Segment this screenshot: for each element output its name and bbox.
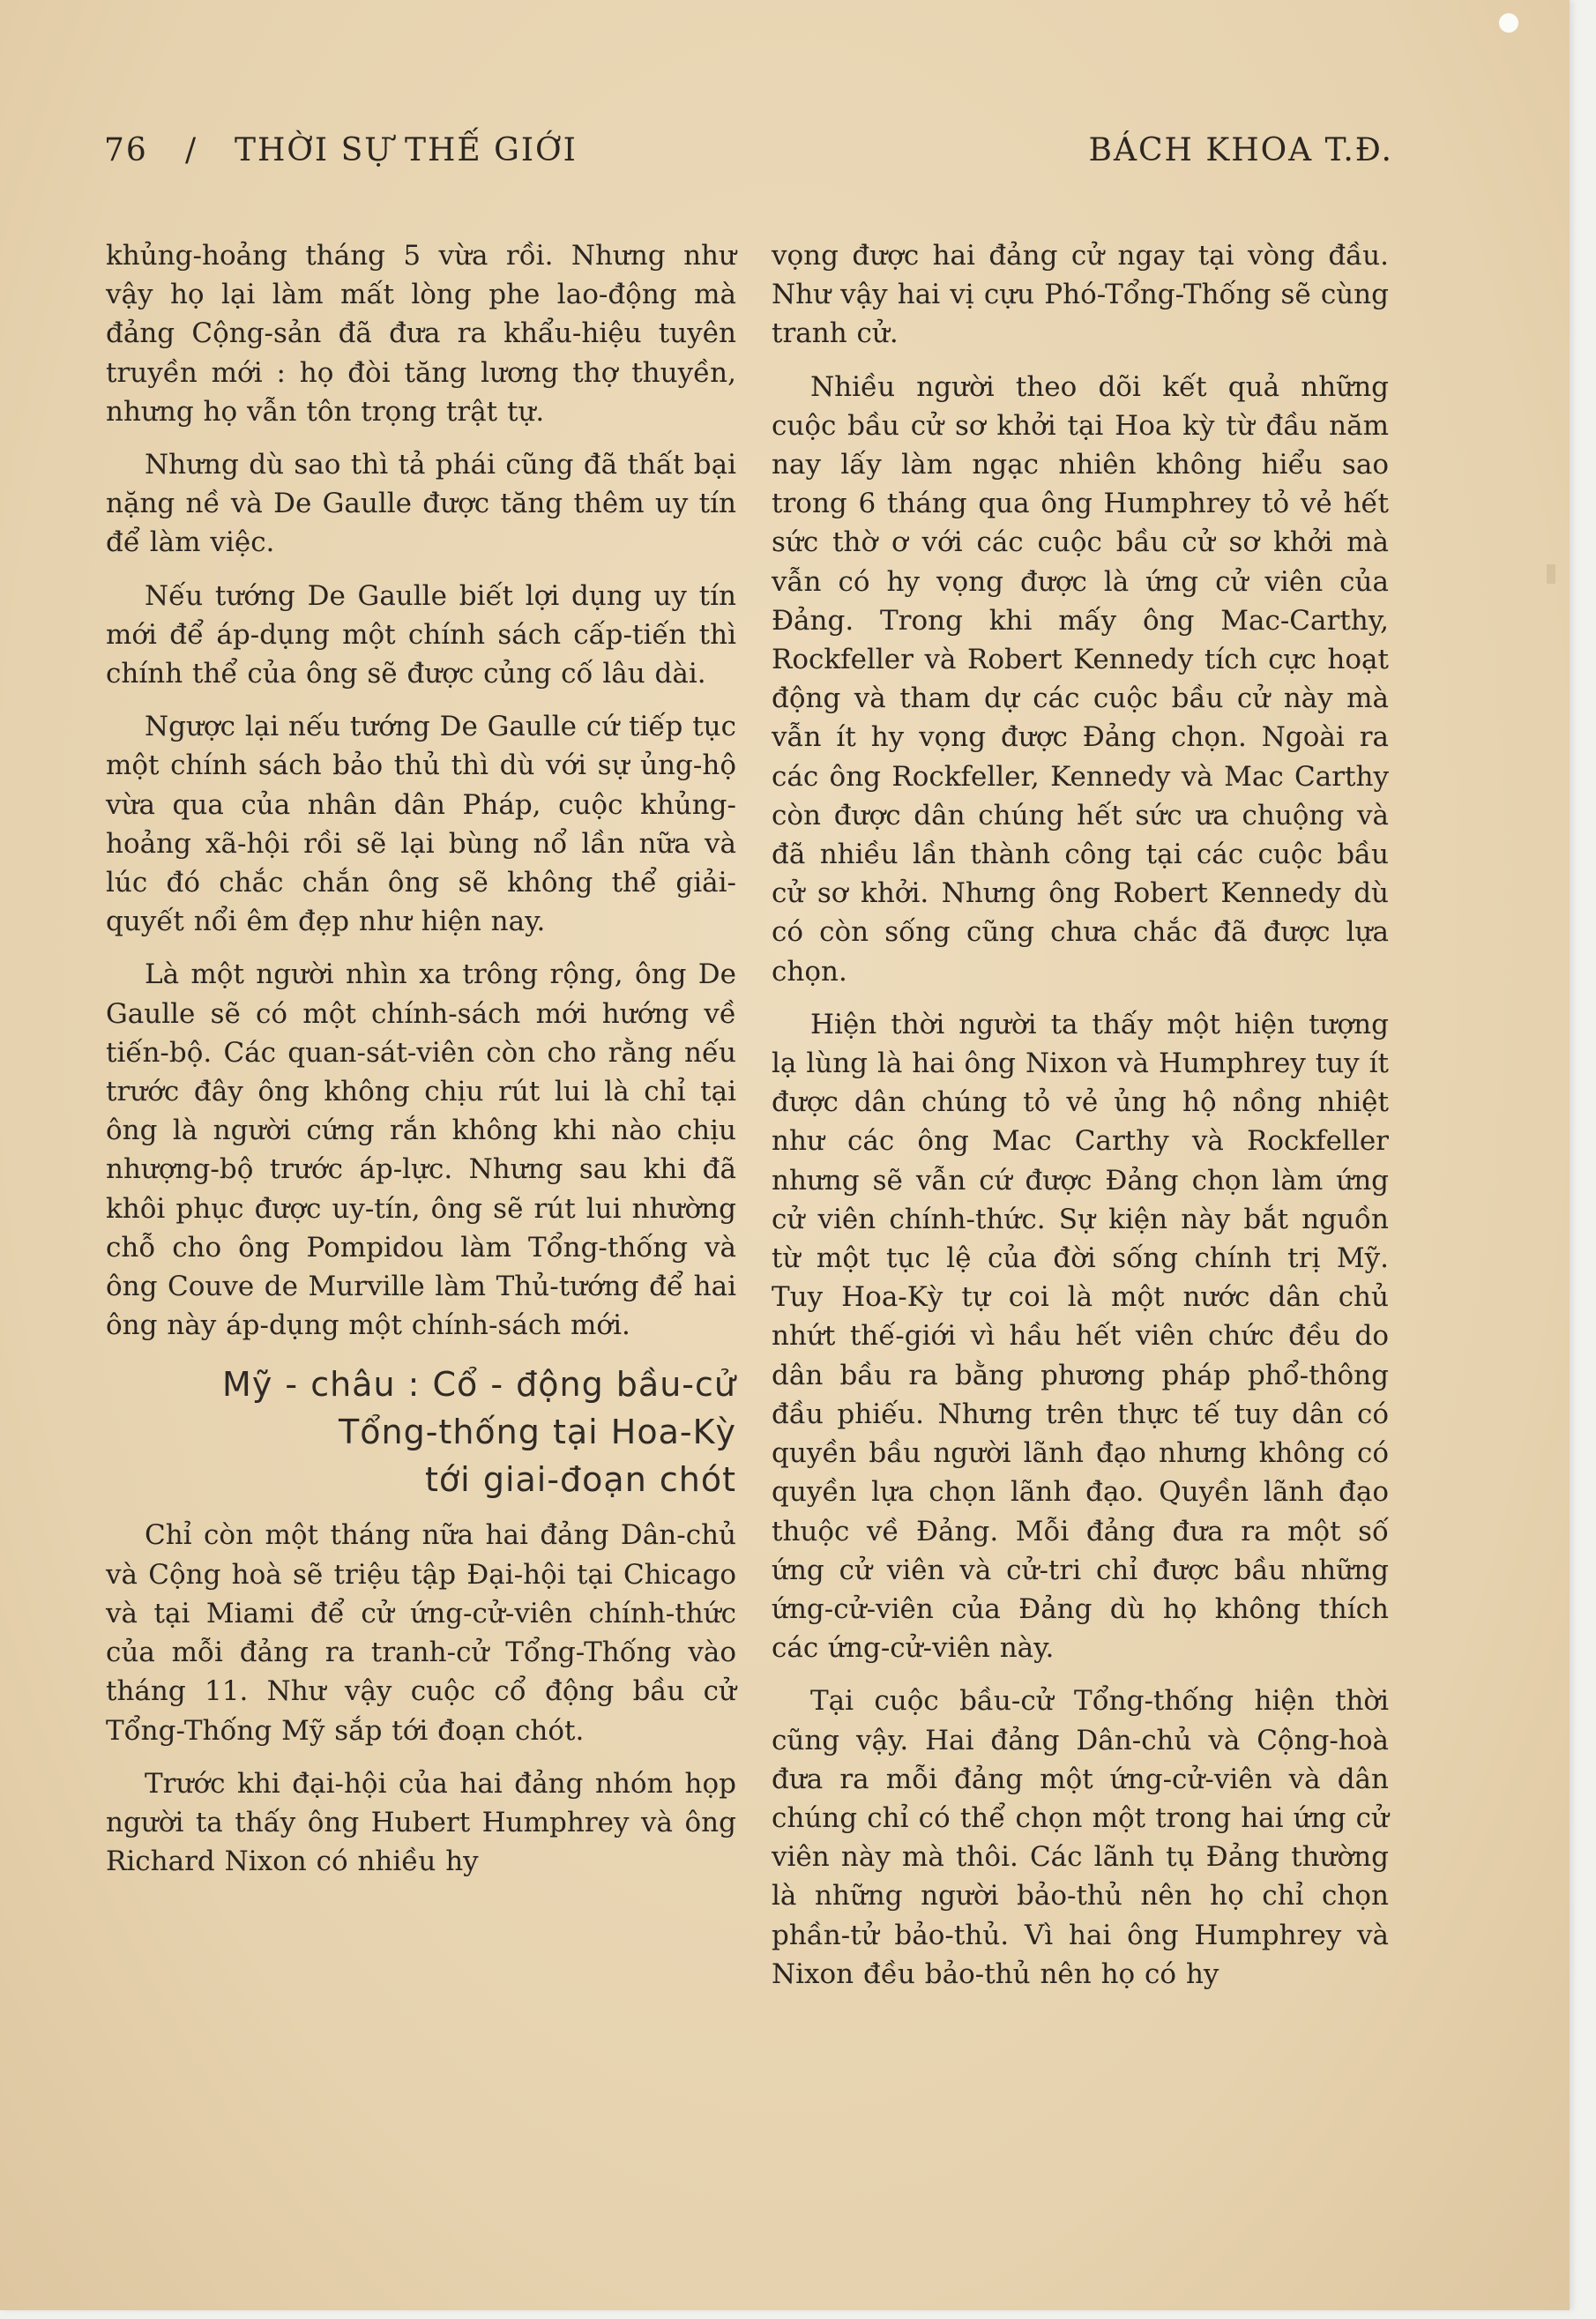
page-number: 76 [104, 132, 148, 168]
paragraph: Nhiều người theo dõi kết quả những cuộc bầu cử sơ khởi tại Hoa kỳ từ đầu năm nay lấy làm ngạc nhiên không hiểu sao trong 6 tháng qua ông Humphrey tỏ vẻ hết sức thờ ơ với các cuộc bầu cử sơ khởi mà vẫn có hy vọng được là ứng cử viên của Đảng. Trong khi mấy ông Mac-Carthy, Rockfeller và Robert Kennedy tích cực hoạt động và tham dự các cuộc bầu cử này mà vẫn ít hy vọng được Đảng chọn. Ngoài ra các ông Rockfeller, Kennedy và Mac Carthy còn được dân chúng hết sức ưa chuộng và đã nhiều lần thành công tại các cuộc bầu cử sơ khởi. Nhưng ông Robert Kennedy dù có còn sống cũng chưa chắc đã được lựa chọn. [772, 370, 1389, 988]
paragraph: Tại cuộc bầu-cử Tổng-thống hiện thời cũng vậy. Hai đảng Dân-chủ và Cộng-hoà đưa ra mỗi đảng một ứng-cử-viên và dân chúng chỉ có thể chọn một trong hai ứng cử viên này mà thôi. Các lãnh tụ Đảng thường là những người bảo-thủ nên họ chỉ chọn phần-tử bảo-thủ. Vì hai ông Humphrey và Nixon đều bảo-thủ nên họ có hy [772, 1685, 1389, 1990]
magazine-title: BÁCH KHOA T.Đ. [1088, 132, 1393, 168]
subheading-line: tới giai-đoạn chót [425, 1460, 736, 1500]
header-separator: / [185, 132, 198, 168]
paragraph: vọng được hai đảng cử ngay tại vòng đầu. Như vậy hai vị cựu Phó-Tổng-Thống sẽ cùng tranh cử. [772, 240, 1389, 350]
section-title: THỜI SỰ THẾ GIỚI [235, 132, 578, 168]
left-column [106, 236, 736, 1895]
paper-stain [1547, 564, 1555, 584]
paragraph: Ngược lại nếu tướng De Gaulle cứ tiếp tục một chính sách bảo thủ thì dù với sự ủng-hộ vừa qua của nhân dân Pháp, cuộc khủng-hoảng xã-hội rồi sẽ lại bùng nổ lần nữa và lúc đó chắc chắn ông sẽ không thể giải-quyết nổi êm đẹp như hiện nay. [106, 711, 736, 938]
paragraph: Nhưng dù sao thì tả phái cũng đã thất bại nặng nề và De Gaulle được tăng thêm uy tín để làm việc. [106, 449, 736, 559]
paragraph: Nếu tướng De Gaulle biết lợi dụng uy tín mới để áp-dụng một chính sách cấp-tiến thì chính thể của ông sẽ được củng cố lâu dài. [106, 579, 736, 690]
subheading-line: Tổng-thống tại Hoa-Kỳ [339, 1413, 736, 1452]
page-header [104, 132, 1393, 176]
paragraph: Là một người nhìn xa trông rộng, ông De Gaulle sẽ có một chính-sách mới hướng về tiến-bộ. Các quan-sát-viên còn cho rằng nếu trước đây ông không chịu rút lui là chỉ tại ông là người cứng rắn không khi nào chịu nhượng-bộ trước áp-lực. Nhưng sau khi đã khôi phục được uy-tín, ông sẽ rút lui nhường chỗ cho ông Pompidou làm Tổng-thống và ông Couve de Murville làm Thủ-tướng để hai ông này áp-dụng một chính-sách mới. [106, 958, 736, 1342]
paragraph: Chỉ còn một tháng nữa hai đảng Dân-chủ và Cộng hoà sẽ triệu tập Đại-hội tại Chicago và tại Miami để cử ứng-cử-viên chính-thức của mỗi đảng ra tranh-cử Tổng-Thống vào tháng 11. Như vậy cuộc cổ động bầu cử Tổng-Thống Mỹ sắp tới đoạn chót. [106, 1519, 736, 1747]
subheading-line: Mỹ - châu : Cổ - động bầu-cử [222, 1365, 736, 1405]
paper-damage-spot [1499, 13, 1518, 33]
paragraph: khủng-hoảng tháng 5 vừa rồi. Nhưng như vậy họ lại làm mất lòng phe lao-động mà đảng Cộng-sản đã đưa ra khẩu-hiệu tuyên truyền mới : họ đòi tăng lương thợ thuyền, nhưng họ vẫn tôn trọng trật tự. [106, 240, 736, 428]
section-subheading [106, 1361, 736, 1503]
paragraph: Trước khi đại-hội của hai đảng nhóm họp người ta thấy ông Hubert Humphrey và ông Richard Nixon có nhiều hy [106, 1767, 736, 1878]
right-column [772, 236, 1389, 2008]
paragraph: Hiện thời người ta thấy một hiện tượng lạ lùng là hai ông Nixon và Humphrey tuy ít được dân chúng tỏ vẻ ủng hộ nồng nhiệt như các ông Mac Carthy và Rockfeller nhưng sẽ vẫn cứ được Đảng chọn làm ứng cử viên chính-thức. Sự kiện này bắt nguồn từ một tục lệ của đời sống chính trị Mỹ. Tuy Hoa-Kỳ tự coi là một nước dân chủ nhứt thế-giới vì hầu hết viên chức đều do dân bầu ra bằng phương pháp phổ-thông đầu phiếu. Nhưng trên thực tế tuy dân có quyền bầu người lãnh đạo nhưng không có quyền lựa chọn lãnh đạo. Quyền lãnh đạo thuộc về Đảng. Mỗi đảng đưa ra một số ứng cử viên và cử-tri chỉ được bầu những ứng-cử-viên của Đảng dù họ không thích các ứng-cử-viên này. [772, 1008, 1389, 1665]
